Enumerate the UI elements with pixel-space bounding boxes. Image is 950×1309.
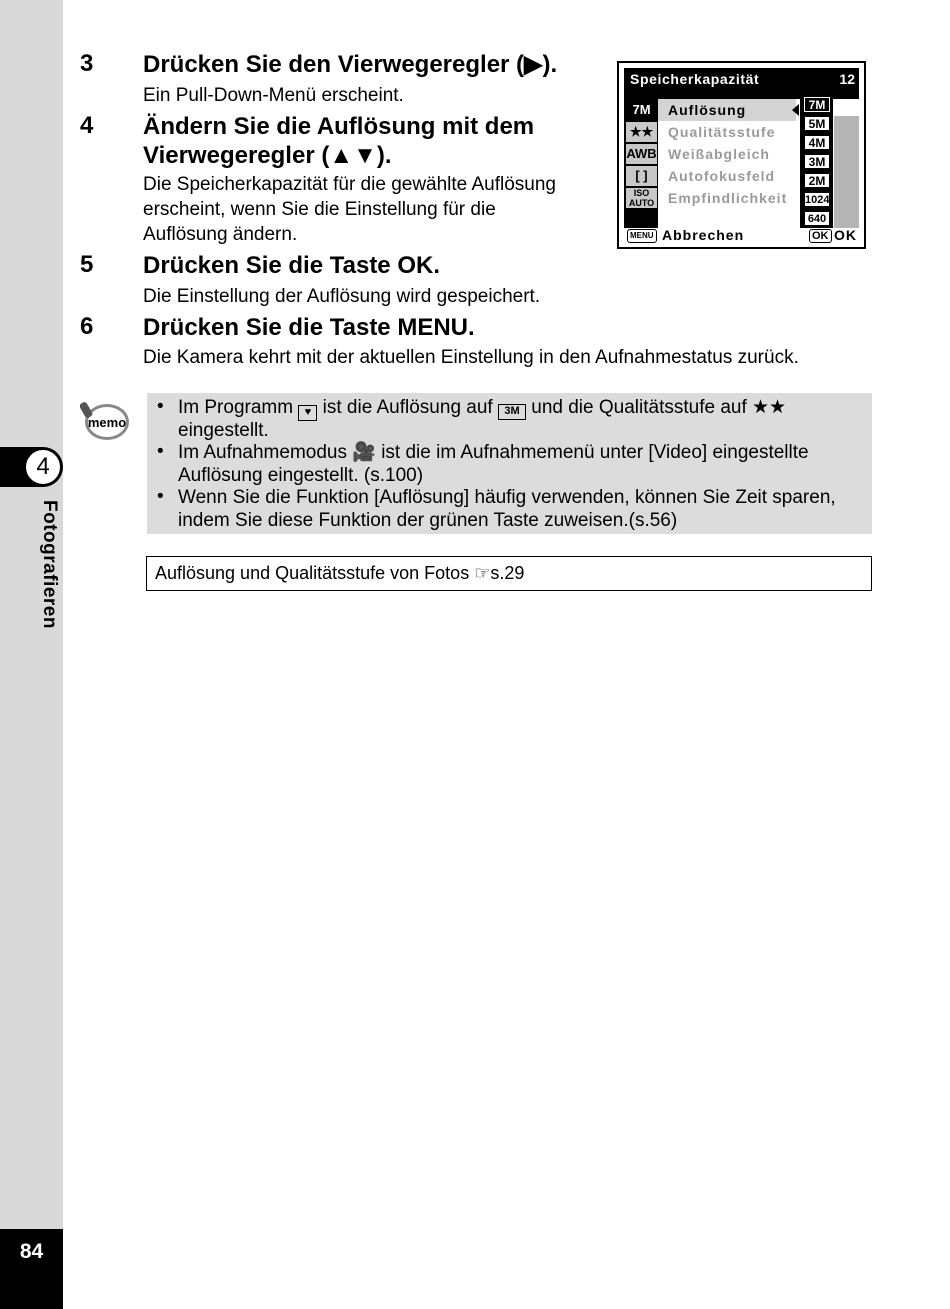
memo-bullet: • <box>157 396 164 417</box>
resolution-option: 2M <box>804 173 830 188</box>
step-body-6: Die Kamera kehrt mit der aktuellen Einstellung in den Aufnahmestatus zurück. <box>143 347 799 368</box>
step-body-4b: erscheint, wenn Sie die Einstellung für die <box>143 199 496 220</box>
step-body-4a: Die Speicherkapazität für die gewählte Auflösung <box>143 174 556 195</box>
menu-item-resolution: Auflösung <box>668 102 747 118</box>
resolution-option: 7M <box>804 97 830 112</box>
program-heart-icon: ♥ <box>298 405 317 421</box>
menu-icon-white-balance: AWB <box>626 144 657 164</box>
step-body-3: Ein Pull-Down-Menü erscheint. <box>143 85 404 106</box>
step-heading-4b: Vierwegeregler (▲▼). <box>143 142 392 169</box>
resolution-option: 3M <box>804 154 830 169</box>
chapter-title: Fotografieren <box>39 500 60 629</box>
screen-title: Speicherkapazität <box>630 71 760 87</box>
step-heading-6: Drücken Sie die Taste MENU. <box>143 314 475 341</box>
step-heading-5: Drücken Sie die Taste OK. <box>143 252 440 279</box>
chapter-number: 4 <box>24 448 62 486</box>
camera-screen <box>617 61 866 249</box>
menu-key-icon: MENU <box>627 229 657 243</box>
memo-line-2b: Auflösung eingestellt. (s.100) <box>178 465 424 486</box>
step-body-5: Die Einstellung der Auflösung wird gespeichert. <box>143 286 541 307</box>
resolution-3m-icon: 3M <box>498 404 526 420</box>
memo-line-3a: Wenn Sie die Funktion [Auflösung] häufig verwenden, können Sie Zeit sparen, <box>178 487 836 508</box>
ok-key-icon: OK <box>809 229 832 243</box>
camera-screen-display <box>624 68 859 242</box>
step-number-5: 5 <box>80 251 94 278</box>
step-heading-4a: Ändern Sie die Auflösung mit dem <box>143 113 535 140</box>
menu-icon-resolution: 7M <box>626 100 657 120</box>
memo-line-3b: indem Sie diese Funktion der grünen Taste zuweisen.(s.56) <box>178 510 678 531</box>
screen-scrollbar <box>834 116 859 228</box>
reference-link[interactable]: Auflösung und Qualitätsstufe von Fotos ☞s.29 <box>155 563 525 583</box>
memo-bullet: • <box>157 486 164 507</box>
chapter-sidebar <box>0 0 63 1309</box>
menu-item-quality: Qualitätsstufe <box>668 124 776 140</box>
memo-icon-label: memo <box>87 415 127 430</box>
memo-bullet: • <box>157 441 164 462</box>
menu-icon-iso: ISO AUTO <box>626 188 657 208</box>
memo-line-1a: Im Programm ♥ ist die Auflösung auf 3M und die Qualitätsstufe auf ★★ <box>178 396 786 421</box>
step-heading-3: Drücken Sie den Vierwegeregler (▶). <box>143 51 558 78</box>
resolution-option: 640 <box>804 211 830 226</box>
footer-cancel-label: Abbrechen <box>662 227 745 243</box>
footer-ok-label: OK <box>834 227 857 243</box>
menu-pointer-icon <box>792 104 799 116</box>
menu-item-af-area: Autofokusfeld <box>668 168 776 184</box>
menu-item-sensitivity: Empfindlichkeit <box>668 190 788 206</box>
menu-icon-af-area: [ ] <box>626 166 657 186</box>
memo-line-2a: Im Aufnahmemodus 🎥 ist die im Aufnahmemenü unter [Video] eingestellte <box>178 442 809 463</box>
resolution-option: 4M <box>804 135 830 150</box>
menu-icon-quality: ★★ <box>626 122 657 142</box>
menu-item-white-balance: Weißabgleich <box>668 146 770 162</box>
reference-box <box>146 556 872 591</box>
resolution-option: 5M <box>804 116 830 131</box>
step-number-6: 6 <box>80 313 94 340</box>
resolution-option: 1024 <box>805 194 830 206</box>
step-body-4c: Auflösung ändern. <box>143 224 298 245</box>
page-number: 84 <box>19 1240 44 1263</box>
screen-capacity: 12 <box>839 71 855 87</box>
memo-icon <box>80 400 130 442</box>
step-number-3: 3 <box>80 50 94 77</box>
memo-line-1b: eingestellt. <box>178 420 269 441</box>
step-number-4: 4 <box>80 112 94 139</box>
